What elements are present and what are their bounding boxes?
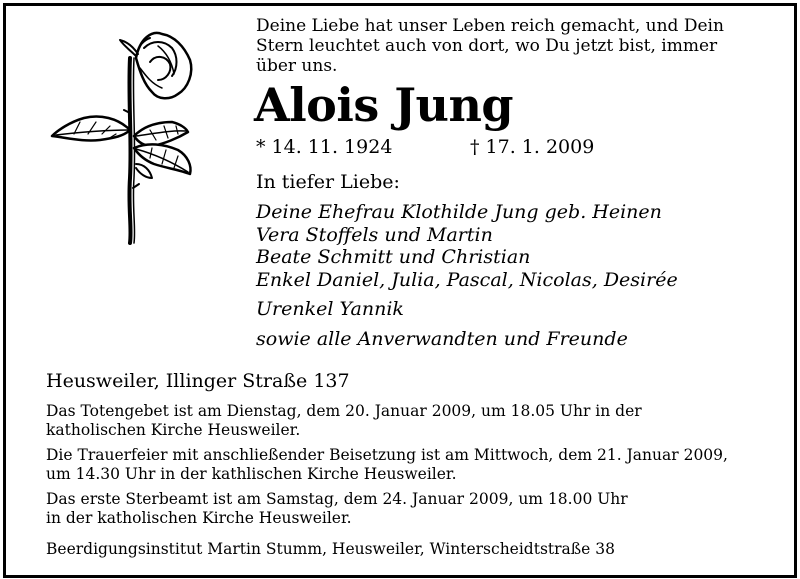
notice-line: katholischen Kirche Heusweiler.: [46, 420, 301, 439]
notice-line: in der katholischen Kirche Heusweiler.: [46, 508, 352, 527]
great-grandchildren-line: Urenkel Yannik: [256, 298, 404, 320]
rose-illustration: [40, 18, 200, 248]
mourner-line: Enkel Daniel, Julia, Pascal, Nicolas, Desirée: [256, 268, 678, 291]
address: Heusweiler, Illinger Straße 137: [46, 370, 350, 392]
notice-line: Das Totengebet ist am Dienstag, dem 20. Januar 2009, um 18.05 Uhr in der: [46, 402, 642, 420]
intro-line: über uns.: [256, 56, 338, 76]
birth-date: * 14. 11. 1924: [256, 136, 393, 158]
notice-line: Das erste Sterbeamt ist am Samstag, dem 24. Januar 2009, um 18.00 Uhr: [46, 490, 628, 508]
funeral-notice: [46, 446, 728, 483]
notice-line: Die Trauerfeier mit anschließender Beisetzung ist am Mittwoch, dem 21. Januar 2009,: [46, 446, 728, 464]
notice-line: um 14.30 Uhr in der kathlischen Kirche Heusweiler.: [46, 464, 457, 483]
deceased-name: Alois Jung: [254, 78, 514, 132]
intro-line: Stern leuchtet auch von dort, wo Du jetzt bist, immer: [256, 36, 718, 56]
prayer-notice: [46, 402, 642, 439]
mourner-line: Deine Ehefrau Klothilde Jung geb. Heinen: [256, 201, 662, 223]
funeral-home-line: Beerdigungsinstitut Martin Stumm, Heusweiler, Winterscheidtstraße 38: [46, 540, 615, 558]
mourner-line: Vera Stoffels und Martin: [256, 223, 493, 246]
in-loving-memory-heading: In tiefer Liebe:: [256, 171, 400, 193]
intro-line: Deine Liebe hat unser Leben reich gemacht, und Dein: [256, 16, 724, 36]
death-date: † 17. 1. 2009: [470, 136, 595, 158]
mourners-list: [256, 201, 678, 291]
mourner-line: Beate Schmitt und Christian: [256, 246, 531, 268]
requiem-notice: [46, 490, 628, 527]
intro-quote: [256, 16, 776, 76]
relatives-line: sowie alle Anverwandten und Freunde: [256, 328, 628, 350]
